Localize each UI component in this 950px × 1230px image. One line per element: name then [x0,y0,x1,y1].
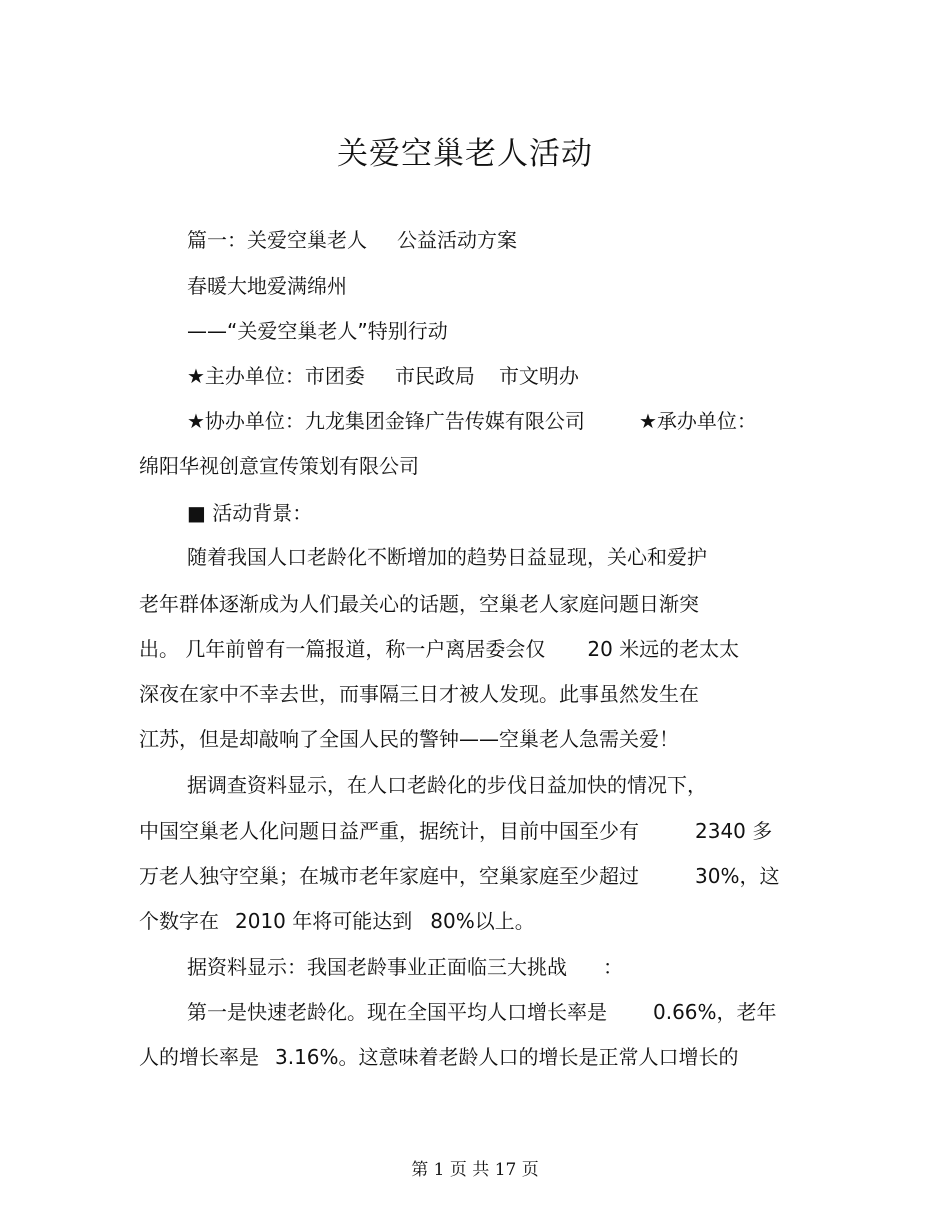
paragraph-1-line-4: 深夜在家中不幸去世，而事隔三日才被人发现。此事虽然发生在 [139,682,699,706]
paragraph-2-line-3 [139,862,779,890]
host-unit-c: 市文明办 [498,364,579,388]
paragraph-3-b: ： [603,955,623,979]
paragraph-2-line-4-b: 2010 年将可能达到 [235,909,413,933]
subtitle-line-1: 春暖大地爱满绵州 [187,274,347,298]
page-number-footer: 第 1 页 共 17 页 [411,1160,539,1180]
paragraph-2-line-2-b: 2340 多 [695,819,773,843]
paragraph-4-line-1-a: 第一是快速老龄化。现在全国平均人口增长率是 [187,1000,607,1024]
assist-unit: ★协办单位：九龙集团金锋广告传媒有限公司 [187,409,585,433]
chapter-heading-part-a: 篇一：关爱空巢老人 [187,228,367,252]
paragraph-1-line-1: 随着我国人口老龄化不断增加的趋势日益显现，关心和爱护 [187,545,707,569]
undertake-label: ★承办单位： [638,409,757,433]
subtitle-line-2: ——“关爱空巢老人”特别行动 [187,319,448,343]
paragraph-3 [187,953,623,981]
assist-undertake-line [187,407,757,435]
paragraph-4-line-2-b: 3.16%。这意味着老龄人口的增长是正常人口增长的 [275,1045,739,1069]
paragraph-1-line-3-b: 20 米远的老太太 [587,637,740,661]
paragraph-2-line-3-a: 万老人独守空巢；在城市老年家庭中，空巢家庭至少超过 [139,864,639,888]
paragraph-3-a: 据资料显示：我国老龄事业正面临三大挑战 [187,955,567,979]
host-unit-b: 市民政局 [394,364,475,388]
paragraph-1-line-5: 江苏，但是却敲响了全国人民的警钟——空巢老人急需关爱！ [139,727,679,751]
paragraph-4-line-2-a: 人的增长率是 [139,1045,259,1069]
paragraph-4-line-2 [139,1043,739,1071]
paragraph-2-line-3-b: 30%，这 [695,864,780,888]
paragraph-1-line-3-a: 出。 几年前曾有一篇报道，称一户离居委会仅 [139,637,546,661]
paragraph-2-line-4-c: 80%以上。 [430,909,535,933]
chapter-heading [187,226,517,254]
chapter-heading-part-b: 公益活动方案 [397,228,517,252]
paragraph-4-line-1-b: 0.66%，老年 [653,1000,777,1024]
paragraph-2-line-2 [139,817,772,845]
paragraph-2-line-4-a: 个数字在 [139,909,219,933]
paragraph-1-line-2: 老年群体逐渐成为人们最关心的话题，空巢老人家庭问题日渐突 [139,592,699,616]
paragraph-2-line-4 [139,907,535,935]
paragraph-2-line-1: 据调查资料显示，在人口老龄化的步伐日益加快的情况下， [187,773,707,797]
undertake-company: 绵阳华视创意宣传策划有限公司 [139,454,419,478]
paragraph-1-line-3 [139,635,739,663]
background-heading: ■ 活动背景： [187,501,313,525]
paragraph-4-line-1 [187,998,777,1026]
host-units [187,362,579,390]
paragraph-2-line-2-a: 中国空巢老人化问题日益严重，据统计，目前中国至少有 [139,819,639,843]
host-unit-label: ★主办单位：市团委 [187,364,365,388]
page-title: 关爱空巢老人活动 [337,136,593,172]
